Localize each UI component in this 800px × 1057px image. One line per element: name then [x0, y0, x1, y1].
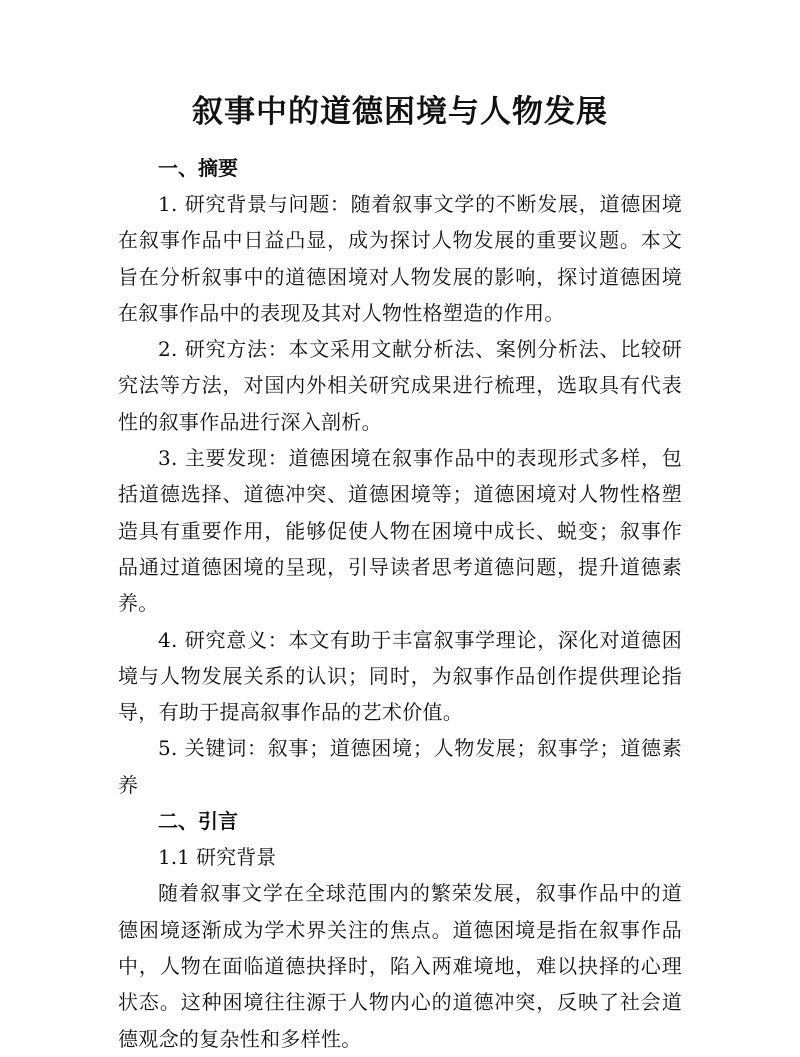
section-abstract [118, 150, 682, 803]
section-heading: 一、摘要 [158, 156, 238, 180]
introduction-paragraph: 随着叙事文学在全球范围内的繁荣发展，叙事作品中的道德困境逐渐成为学术界关注的焦点。道德困境是指在叙事作品中，人物在面临道德抉择时，陷入两难境地，难以抉择的心理状态。这种困境往往源于人物内心的道德冲突，反映了社会道德观念的复杂性和多样性。 [118, 881, 682, 1051]
abstract-paragraph-findings: 3. 主要发现：道德困境在叙事作品中的表现形式多样，包括道德选择、道德冲突、道德困境等；道德困境对人物性格塑造具有重要作用，能够促使人物在困境中成长、蜕变；叙事作品通过道德困境的呈现，引导读者思考道德问题，提升道德素养。 [118, 446, 682, 616]
section-heading: 二、引言 [158, 809, 238, 834]
abstract-paragraph-method: 2. 研究方法：本文采用文献分析法、案例分析法、比较研究法等方法，对国内外相关研究成果进行梳理，选取具有代表性的叙事作品进行深入剖析。 [118, 337, 682, 434]
abstract-paragraph-background: 1. 研究背景与问题：随着叙事文学的不断发展，道德困境在叙事作品中日益凸显，成为探讨人物发展的重要议题。本文旨在分析叙事中的道德困境对人物发展的影响，探讨道德困境在叙事作品中的表现及其对人物性格塑造的作用。 [118, 192, 682, 325]
abstract-paragraph-keywords: 5. 关键词：叙事；道德困境；人物发展；叙事学；道德素养 [118, 736, 682, 797]
abstract-paragraph-significance: 4. 研究意义：本文有助于丰富叙事学理论，深化对道德困境与人物发展关系的认识；同时，为叙事作品创作提供理论指导，有助于提高叙事作品的艺术价值。 [118, 627, 682, 725]
section-introduction [118, 803, 682, 1057]
subsection-heading: 1.1 研究背景 [158, 845, 277, 870]
document-title: 叙事中的道德困境与人物发展 [192, 94, 608, 130]
